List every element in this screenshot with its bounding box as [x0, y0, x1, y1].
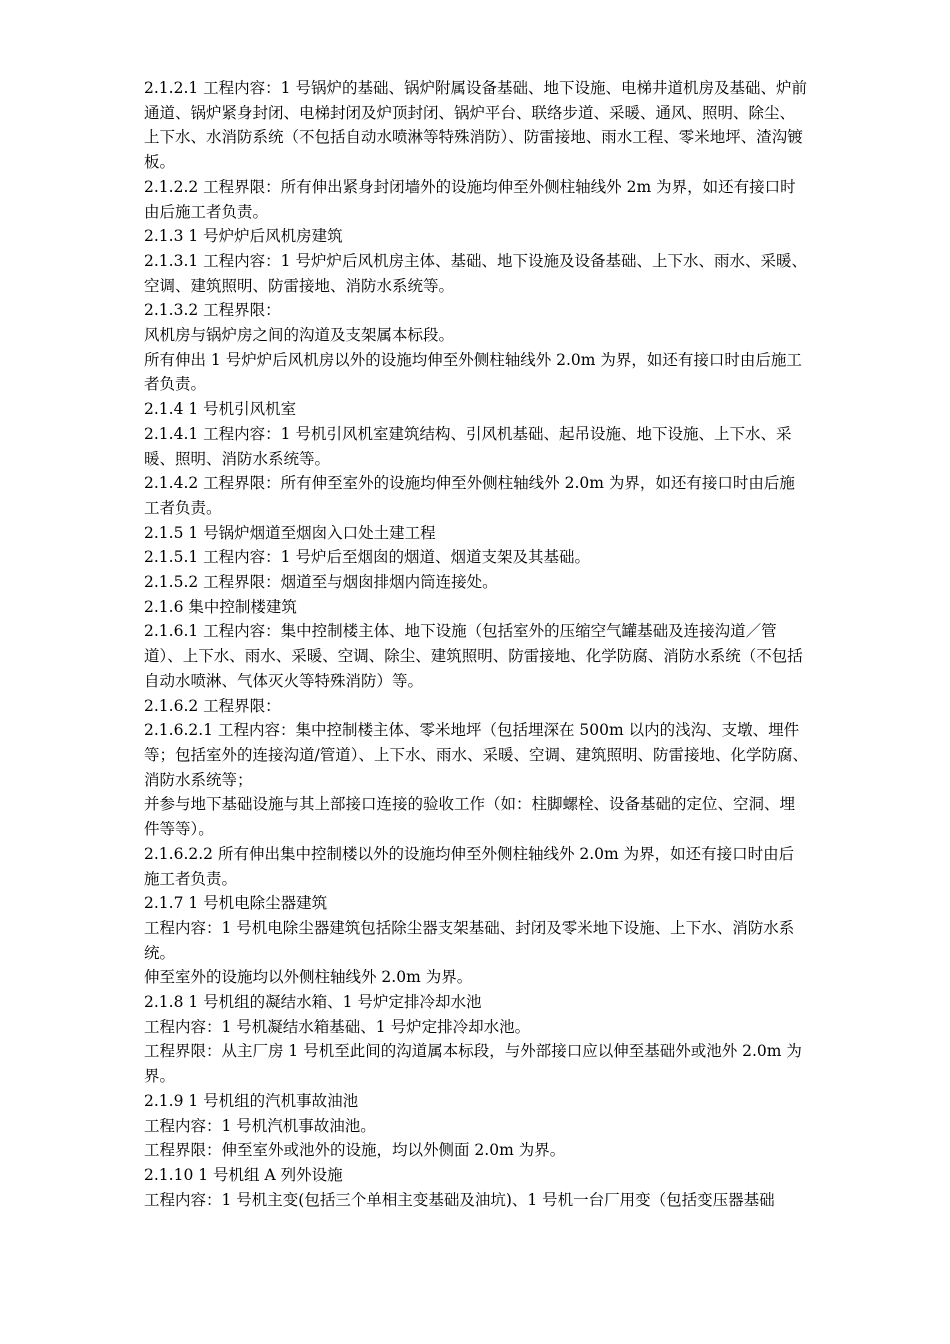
- paragraph-2-1-10-content: 工程内容：1 号机主变(包括三个单相主变基础及油坑)、1 号机一台厂用变（包括变压器基础: [144, 1190, 775, 1209]
- document-body: [144, 76, 808, 1212]
- paragraph-2-1-7-content: 工程内容：1 号机电除尘器建筑包括除尘器支架基础、封闭及零米地下设施、上下水、消防水系统。: [144, 918, 795, 962]
- paragraph-2-1-6-2: 2.1.6.2 工程界限：: [144, 696, 281, 715]
- paragraph-2-1-2-2: 2.1.2.2 工程界限：所有伸出紧身封闭墙外的设施均伸至外侧柱轴线外 2m 为界，如还有接口时由后施工者负责。: [144, 177, 796, 221]
- heading-2-1-6: 2.1.6 集中控制楼建筑: [144, 597, 297, 616]
- paragraph-2-1-9-content: 工程内容：1 号机汽机事故油池。: [144, 1116, 376, 1135]
- paragraph-2-1-4-1: 2.1.4.1 工程内容：1 号机引风机室建筑结构、引风机基础、起吊设施、地下设施、上下水、采暖、照明、消防水系统等。: [144, 424, 792, 468]
- heading-2-1-7: 2.1.7 1 号机电除尘器建筑: [144, 894, 328, 913]
- heading-2-1-10: 2.1.10 1 号机组 A 列外设施: [144, 1165, 343, 1184]
- paragraph-2-1-9-boundary: 工程界限：伸至室外或池外的设施，均以外侧面 2.0m 为界。: [144, 1141, 566, 1160]
- paragraph-2-1-7-boundary: 伸至室外的设施均以外侧柱轴线外 2.0m 为界。: [144, 968, 473, 987]
- paragraph-2-1-6-2-2: 2.1.6.2.2 所有伸出集中控制楼以外的设施均伸至外侧柱轴线外 2.0m 为界，如还有接口时由后施工者负责。: [144, 844, 795, 888]
- paragraph-fan-room-trench: 风机房与锅炉房之间的沟道及支架属本标段。: [144, 326, 455, 345]
- paragraph-2-1-4-2: 2.1.4.2 工程界限：所有伸至室外的设施均伸至外侧柱轴线外 2.0m 为界，如还有接口时由后施工者负责。: [144, 474, 795, 517]
- paragraph-acceptance-work: 并参与地下基础设施与其上部接口连接的验收工作（如：柱脚螺栓、设备基础的定位、空洞、埋件等等）。: [144, 795, 796, 839]
- paragraph-2-1-8-boundary: 工程界限：从主厂房 1 号机至此间的沟道属本标段，与外部接口应以伸至基础外或池外 2.0m 为界。: [144, 1042, 802, 1086]
- paragraph-2-1-2-1: 2.1.2.1 工程内容：1 号锅炉的基础、锅炉附属设备基础、地下设施、电梯井道机房及基础、炉前通道、锅炉紧身封闭、电梯封闭及炉顶封闭、锅炉平台、联络步道、采暖、通风、照明、除尘、上下水、水消防系统（不包括自动水喷淋等特殊消防）、防雷接地、雨水工程、零米地坪、渣沟镀板。: [144, 79, 807, 172]
- paragraph-2-1-3-1: 2.1.3.1 工程内容：1 号炉炉后风机房主体、基础、地下设施及设备基础、上下水、雨水、采暖、空调、建筑照明、防雷接地、消防水系统等。: [144, 251, 807, 295]
- paragraph-2-1-5-2: 2.1.5.2 工程界限：烟道至与烟囱排烟内筒连接处。: [144, 573, 498, 592]
- heading-2-1-4: 2.1.4 1 号机引风机室: [144, 400, 297, 419]
- heading-2-1-9: 2.1.9 1 号机组的汽机事故油池: [144, 1091, 359, 1110]
- paragraph-2-1-6-2-1: 2.1.6.2.1 工程内容：集中控制楼主体、零米地坪（包括埋深在 500m 以内的浅沟、支墩、埋件等；包括室外的连接沟道/管道）、上下水、雨水、采暖、空调、建筑照明、防雷接地、化学防腐、消防水系统等；: [144, 721, 808, 789]
- paragraph-2-1-3-2: 2.1.3.2 工程界限：: [144, 301, 281, 320]
- heading-2-1-5: 2.1.5 1 号锅炉烟道至烟囱入口处土建工程: [144, 523, 436, 542]
- heading-2-1-3: 2.1.3 1 号炉炉后风机房建筑: [144, 227, 343, 246]
- paragraph-fan-room-boundary: 所有伸出 1 号炉炉后风机房以外的设施均伸至外侧柱轴线外 2.0m 为界，如还有接口时由后施工者负责。: [144, 350, 802, 394]
- paragraph-2-1-6-1: 2.1.6.1 工程内容：集中控制楼主体、地下设施（包括室外的压缩空气罐基础及连接沟道／管道）、上下水、雨水、采暖、空调、除尘、建筑照明、防雷接地、化学防腐、消防水系统（不包括自动水喷淋、气体灭火等特殊消防）等。: [144, 622, 803, 690]
- heading-2-1-8: 2.1.8 1 号机组的凝结水箱、1 号炉定排冷却水池: [144, 993, 482, 1012]
- paragraph-2-1-8-content: 工程内容：1 号机凝结水箱基础、1 号炉定排冷却水池。: [144, 1017, 531, 1036]
- paragraph-2-1-5-1: 2.1.5.1 工程内容：1 号炉后至烟囱的烟道、烟道支架及其基础。: [144, 548, 590, 567]
